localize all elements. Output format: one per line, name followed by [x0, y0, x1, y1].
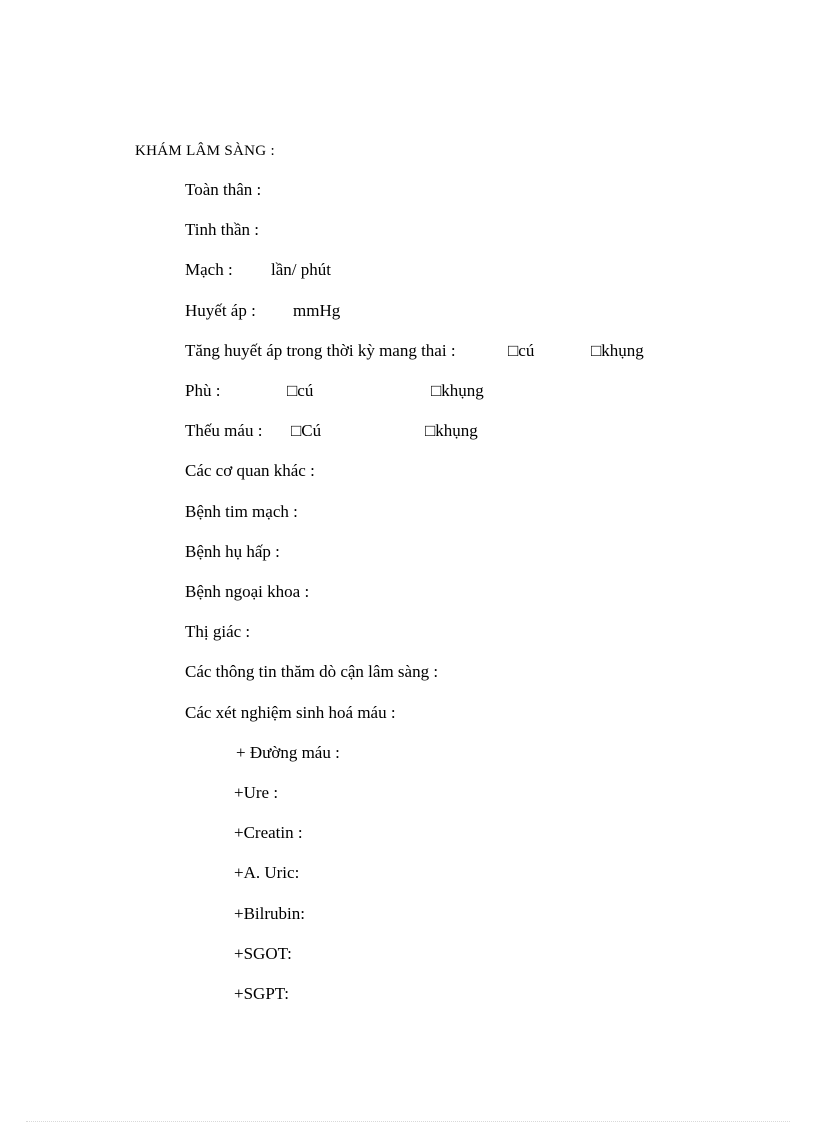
test-glucose: + Đường máu : [236, 743, 340, 762]
field-mach-label: Mạch : [185, 260, 233, 279]
field-huyet-ap-label: Huyết áp : [185, 301, 256, 320]
field-tang-huyet-ap-label: Tăng huyết áp trong thời kỳ mang thai : [185, 341, 456, 360]
field-cardiovascular: Bệnh tim mạch : [185, 502, 298, 521]
test-uric-acid: +A. Uric: [234, 863, 300, 882]
field-respiratory: Bệnh hụ hấp : [185, 542, 280, 561]
field-toan-than: Toàn thân : [185, 180, 262, 199]
section-heading-clinical-exam: KHÁM LÂM SÀNG : [135, 143, 275, 159]
field-vision: Thị giác : [185, 622, 251, 641]
section-biochemistry-title: Các xét nghiệm sinh hoá máu : [185, 703, 396, 722]
test-bilirubin: +Bilrubin: [234, 904, 305, 923]
field-surgical: Bệnh ngoại khoa : [185, 582, 310, 601]
test-creatin: +Creatin : [234, 823, 303, 842]
field-phu-label: Phù : [185, 381, 221, 400]
page-bottom-divider [26, 1121, 790, 1122]
field-other-organs: Các cơ quan khác : [185, 461, 315, 480]
checkbox-tang-huyet-ap-co[interactable]: □cú [508, 341, 535, 360]
checkbox-tang-huyet-ap-khong[interactable]: □khụng [591, 341, 644, 360]
test-sgpt: +SGPT: [234, 984, 290, 1003]
test-sgot: +SGOT: [234, 944, 292, 963]
checkbox-phu-co[interactable]: □cú [287, 381, 314, 400]
field-huyet-ap-unit: mmHg [293, 301, 341, 320]
field-tinh-than: Tinh thần : [185, 220, 260, 239]
field-thieu-mau-label: Thếu máu : [185, 421, 263, 440]
checkbox-thieu-mau-co[interactable]: □Cú [291, 421, 322, 440]
checkbox-thieu-mau-khong[interactable]: □khụng [425, 421, 478, 440]
field-mach-unit: lần/ phút [271, 260, 331, 279]
test-urea: +Ure : [234, 783, 279, 802]
checkbox-phu-khong[interactable]: □khụng [431, 381, 484, 400]
section-paraclinical-title: Các thông tin thăm dò cận lâm sàng : [185, 662, 439, 681]
